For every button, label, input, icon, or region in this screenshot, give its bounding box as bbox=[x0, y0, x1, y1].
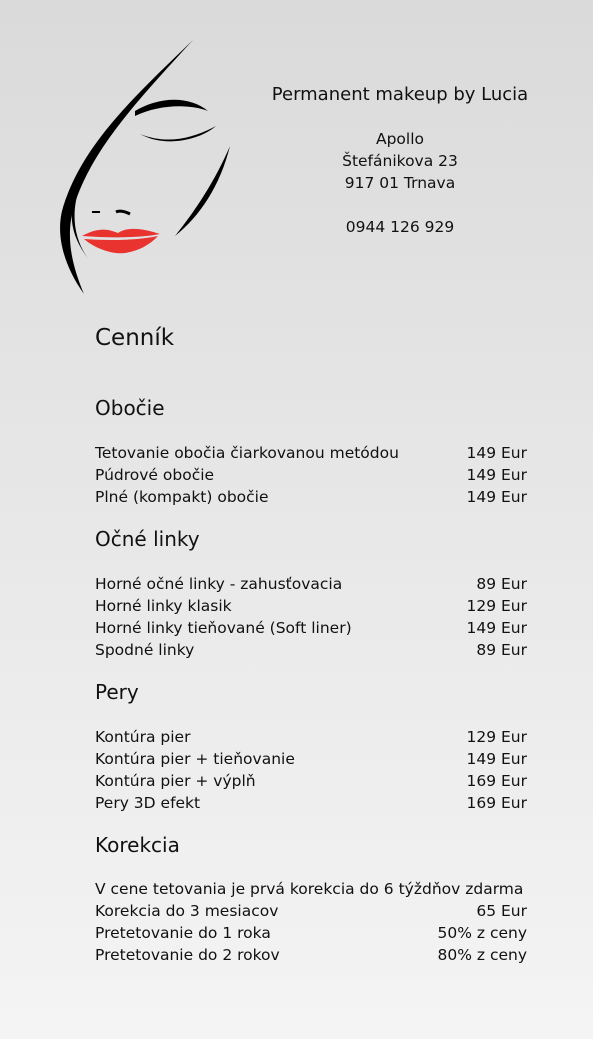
item-price: 50% z ceny bbox=[437, 924, 527, 942]
item-label: Plné (kompakt) obočie bbox=[95, 488, 269, 506]
item-price: 65 Eur bbox=[476, 902, 527, 920]
item-label: Pretetovanie do 2 rokov bbox=[95, 946, 280, 964]
list-item bbox=[95, 639, 565, 661]
note-text: V cene tetovania je prvá korekcia do 6 týždňov zdarma bbox=[95, 880, 524, 898]
item-price: 149 Eur bbox=[466, 488, 527, 506]
item-price: 89 Eur bbox=[476, 641, 527, 659]
item-label: Horné očné linky - zahusťovacia bbox=[95, 575, 343, 593]
item-price: 80% z ceny bbox=[437, 946, 527, 964]
item-label: Púdrové obočie bbox=[95, 466, 215, 484]
business-name: Permanent makeup by Lucia bbox=[271, 84, 529, 105]
section-eyebrows-list bbox=[95, 442, 565, 508]
section-title-eyebrows: Obočie bbox=[95, 396, 165, 420]
item-label: Spodné linky bbox=[95, 641, 195, 659]
address-line-2: Štefánikova 23 bbox=[342, 152, 458, 170]
item-label: Horné linky tieňované (Soft liner) bbox=[95, 619, 352, 637]
item-price: 89 Eur bbox=[476, 575, 527, 593]
item-label: Pery 3D efekt bbox=[95, 794, 201, 812]
list-item bbox=[95, 442, 565, 464]
list-item bbox=[95, 748, 565, 770]
list-item bbox=[95, 944, 565, 966]
section-title-lips: Pery bbox=[95, 680, 139, 704]
item-label: Tetovanie obočia čiarkovanou metódou bbox=[95, 444, 399, 462]
item-price: 169 Eur bbox=[466, 772, 527, 790]
item-label: Pretetovanie do 1 roka bbox=[95, 924, 271, 942]
list-item bbox=[95, 595, 565, 617]
item-price: 149 Eur bbox=[466, 444, 527, 462]
list-item bbox=[95, 792, 565, 814]
address-line-3: 917 01 Trnava bbox=[344, 174, 456, 192]
phone-number: 0944 126 929 bbox=[345, 218, 455, 236]
list-item bbox=[95, 770, 565, 792]
list-item bbox=[95, 922, 565, 944]
list-item bbox=[95, 486, 565, 508]
list-item bbox=[95, 900, 565, 922]
item-label: Kontúra pier + tieňovanie bbox=[95, 750, 295, 768]
item-label: Kontúra pier bbox=[95, 728, 191, 746]
section-eyeliner-list bbox=[95, 573, 565, 661]
item-label: Horné linky klasik bbox=[95, 597, 232, 615]
list-item bbox=[95, 726, 565, 748]
section-title-eyeliner: Očné linky bbox=[95, 527, 200, 551]
section-correction-list bbox=[95, 878, 565, 966]
list-item bbox=[95, 464, 565, 486]
correction-note bbox=[95, 878, 565, 900]
item-price: 149 Eur bbox=[466, 750, 527, 768]
item-price: 149 Eur bbox=[466, 619, 527, 637]
list-item bbox=[95, 573, 565, 595]
list-item bbox=[95, 617, 565, 639]
contact-header bbox=[240, 84, 560, 238]
section-lips-list bbox=[95, 726, 565, 814]
item-price: 129 Eur bbox=[466, 728, 527, 746]
pricelist-title: Cenník bbox=[95, 325, 175, 351]
item-label: Kontúra pier + výplň bbox=[95, 772, 256, 790]
item-price: 149 Eur bbox=[466, 466, 527, 484]
address-line-1: Apollo bbox=[375, 130, 425, 148]
item-price: 169 Eur bbox=[466, 794, 527, 812]
section-title-correction: Korekcia bbox=[95, 833, 180, 857]
item-label: Korekcia do 3 mesiacov bbox=[95, 902, 279, 920]
item-price: 129 Eur bbox=[466, 597, 527, 615]
face-line-art-logo bbox=[40, 36, 240, 298]
